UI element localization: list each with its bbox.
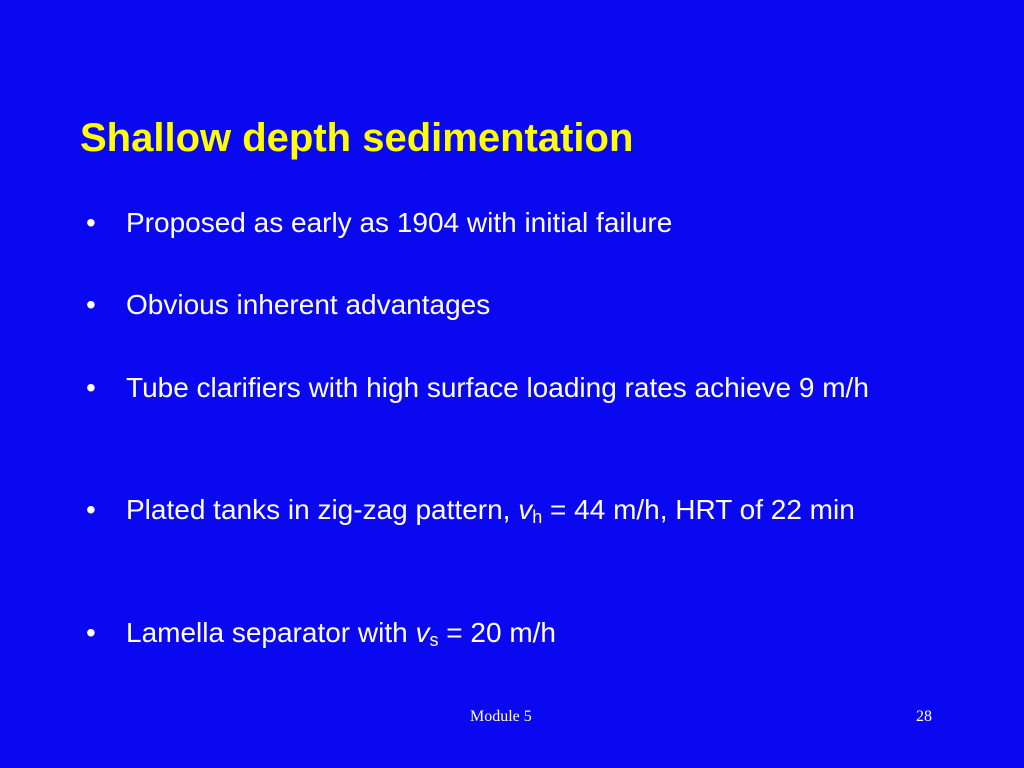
bullet-item bbox=[86, 490, 926, 530]
bullet-dot: • bbox=[86, 494, 96, 525]
bullet-item bbox=[86, 203, 926, 243]
bullet-item bbox=[86, 285, 926, 325]
bullet-text: Proposed as early as 1904 with initial failure bbox=[126, 207, 673, 238]
bullet-text-post: = 20 m/h bbox=[438, 617, 556, 648]
bullet-text bbox=[126, 490, 926, 530]
bullet-text-pre: Lamella separator with bbox=[126, 617, 416, 648]
bullet-dot: • bbox=[86, 617, 96, 648]
bullet-item bbox=[86, 368, 926, 408]
velocity-symbol: v bbox=[518, 494, 533, 525]
bullet-text: Obvious inherent advantages bbox=[126, 289, 491, 320]
velocity-subscript: h bbox=[532, 507, 543, 527]
footer-page-number: 28 bbox=[916, 708, 932, 725]
bullet-dot: • bbox=[86, 207, 96, 238]
slide-title: Shallow depth sedimentation bbox=[80, 116, 634, 160]
bullet-dot: • bbox=[86, 289, 96, 320]
bullet-text-pre: Plated tanks in zig-zag pattern, bbox=[126, 494, 519, 525]
bullet-dot: • bbox=[86, 372, 96, 403]
bullet-text bbox=[126, 613, 926, 653]
footer-module-label: Module 5 bbox=[470, 708, 532, 725]
bullet-item bbox=[86, 613, 926, 653]
velocity-symbol: v bbox=[415, 617, 430, 648]
velocity-subscript: s bbox=[429, 630, 439, 650]
bullet-text: Tube clarifiers with high surface loading rates achieve 9 m/h bbox=[126, 372, 869, 403]
bullet-text-post: = 44 m/h, HRT of 22 min bbox=[542, 494, 855, 525]
